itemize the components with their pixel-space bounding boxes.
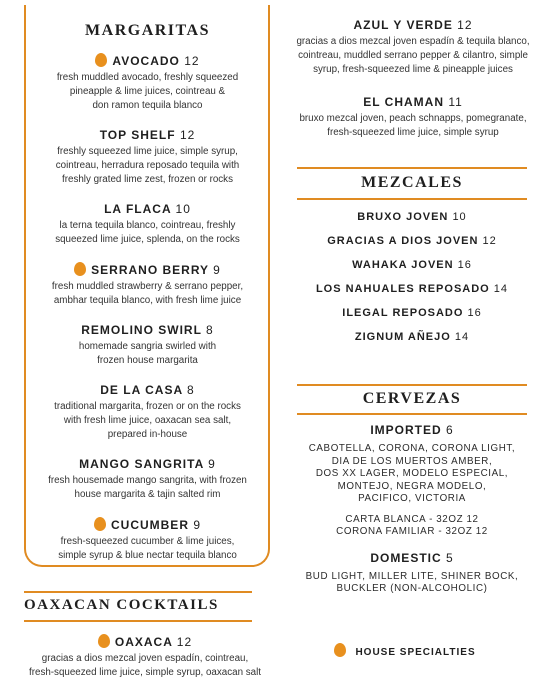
item-name: AZUL Y VERDE [353,18,453,32]
item-heading [283,95,543,109]
beer-line: MONTEJO, NEGRA MODELO, [337,480,487,492]
item-price: 12 [176,635,193,649]
item-heading [0,634,290,649]
description-line: with fresh lime juice, oaxacan sea salt, [63,415,232,426]
imported-list [297,443,527,506]
item-name: DE LA CASA [100,383,183,397]
house-special-icon [95,53,107,67]
description-line: freshly squeezed lime juice, simple syrup, [57,146,238,157]
description-line: fresh-squeezed lime juice, simple syrup, oaxacan salt [29,667,261,678]
beer-line: BUCKLER (NON-ALCOHOLIC) [336,583,488,594]
description-line: house margarita & tajin salted rim [74,489,221,500]
description-line: squeezed lime juice, splenda, on the rocks [55,234,240,245]
beer-line: DOS XX LAGER, MODELO ESPECIAL, [315,468,509,479]
item-name: REMOLINO SWIRL [81,323,202,337]
menu-item [24,202,271,247]
mezcal-price: 16 [467,307,482,319]
imported-name: IMPORTED [370,423,442,437]
item-description [24,400,271,442]
mezcal-name: BRUXO JOVEN [357,211,449,223]
item-heading [24,53,271,68]
imported-section [297,423,527,596]
menu-item [24,383,271,442]
description-line: gracias a dios mezcal joven espadín, cointreau, [41,653,249,664]
item-price: 8 [206,323,214,337]
mezcales-rule-top [297,167,527,169]
item-heading [24,323,271,337]
beer-line: BUD LIGHT, MILLER LITE, SHINER BOCK, [305,570,519,582]
cervezas-rule-bottom [297,413,527,415]
description-line: la terna tequila blanco, cointreau, freshly [59,220,236,231]
mezcal-price: 10 [452,211,467,223]
mezcales-rule-bottom [297,198,527,200]
menu-item [283,95,543,140]
mezcal-price: 16 [457,259,472,271]
mezcal-name: GRACIAS A DIOS JOVEN [327,235,479,247]
item-description [24,474,271,502]
beer-line: CABOTELLA, CORONA, CORONA LIGHT, [308,443,516,454]
mezcal-item [297,331,527,343]
description-line: freshly grated lime zest, frozen or rocks [62,174,233,185]
mezcal-item [297,283,527,295]
item-name: LA FLACA [104,202,172,216]
menu-item [24,457,271,502]
imported-price: 6 [446,423,454,437]
right-cocktails [283,18,543,140]
description-line: traditional margarita, frozen or on the rocks [54,401,241,412]
menu-item [24,53,271,113]
item-description [24,280,271,308]
legend [334,642,534,660]
item-description [283,112,543,140]
description-line: cointreau, muddled serrano pepper & cilantro, simple [298,50,528,61]
house-special-icon [74,262,86,276]
item-heading [24,128,271,142]
item-price: 12 [457,18,473,32]
item-description [24,340,271,368]
item-name: MANGO SANGRITA [79,457,204,471]
margaritas-list [24,53,271,563]
menu-item [283,18,543,77]
item-price: 9 [213,263,221,277]
description-line: homemade sangria swirled with [78,341,217,352]
mezcal-item [297,235,527,247]
domestic-heading [297,551,527,565]
mezcales-title: MEZCALES [361,174,463,191]
house-special-icon [94,517,106,531]
mezcal-name: ILEGAL REPOSADO [342,307,464,319]
mezcal-item [297,211,527,223]
oaxacan-title: OAXACAN COCKTAILS [24,597,219,613]
description-line: ambhar tequila blanco, with fresh lime juice [53,295,242,306]
item-name: TOP SHELF [99,128,176,142]
margaritas-title: MARGARITAS [85,22,210,39]
description-line: fresh-squeezed cucumber & lime juices, [60,536,235,547]
description-line: cointreau, herradura reposado tequila with [55,160,240,171]
mezcal-item [297,307,527,319]
mezcal-item [297,259,527,271]
description-line: simple syrup & blue nectar tequila blanco [58,550,237,561]
menu-item [24,517,271,563]
mezcal-name: LOS NAHUALES REPOSADO [315,283,490,295]
description-line: prepared in-house [107,429,188,440]
menu-item [0,634,290,680]
item-price: 11 [448,95,463,109]
beer-line: CORONA FAMILIAR - 32OZ 12 [336,526,488,537]
mezcal-name: WAHAKA JOVEN [352,259,454,271]
item-description [0,652,290,680]
domestic-price: 5 [446,550,454,565]
beer-line: DIA DE LOS MUERTOS AMBER, [331,455,493,467]
description-line: don ramon tequila blanco [92,100,203,111]
house-special-icon [334,643,346,657]
item-name: CUCUMBER [110,518,189,532]
item-description [24,145,271,187]
item-price: 12 [179,128,196,142]
oaxacan-rule-bottom [24,620,252,622]
item-description [24,535,271,563]
menu-item [24,128,271,187]
description-line: bruxo mezcal joven, peach schnapps, pomegranate, [299,113,527,124]
item-name: OAXACA [114,635,173,649]
description-line: fresh muddled avocado, freshly squeezed [56,72,239,83]
item-heading [24,262,271,277]
cervezas-title: CERVEZAS [362,390,462,407]
imported-heading [297,423,527,437]
item-name: AVOCADO [112,54,180,68]
item-heading [24,383,271,397]
item-heading [24,202,271,216]
item-heading [24,517,271,532]
mezcal-price: 12 [482,235,497,247]
item-description [283,35,543,77]
mezcal-name: ZIGNUM AÑEJO [354,331,451,343]
item-price: 8 [187,383,195,397]
mezcal-price: 14 [454,331,470,343]
description-line: fresh-squeezed lime juice, simple syrup [327,127,499,138]
cervezas-rule-top [297,384,527,386]
description-line: syrup, fresh-squeezed lime & pineapple juices [313,64,513,75]
oaxaca-item [0,634,290,680]
menu-item [24,262,271,308]
item-name: SERRANO BERRY [91,263,209,277]
item-description [24,71,271,113]
domestic-name: DOMESTIC [370,550,442,565]
beer-line: PACIFICO, VICTORIA [358,493,466,504]
item-name: EL CHAMAN [363,95,444,109]
item-price: 9 [208,457,216,471]
item-price: 12 [184,54,200,68]
item-description [24,219,271,247]
description-line: pineapple & lime juices, cointreau & [69,86,226,97]
description-line: fresh muddled strawberry & serrano pepper, [51,281,244,292]
description-line: gracias a dios mezcal joven espadín & tequila blanco, [296,36,530,47]
imported-extras [297,514,527,539]
menu-item [24,323,271,368]
item-heading [283,18,543,32]
beer-line: CARTA BLANCA - 32OZ 12 [345,513,479,525]
item-price: 10 [175,202,191,216]
oaxacan-rule-top [24,591,252,593]
item-heading [24,457,271,471]
mezcal-price: 14 [493,283,509,295]
description-line: fresh housemade mango sangrita, with frozen [48,475,247,486]
item-price: 9 [193,518,202,532]
house-special-icon [98,634,110,648]
legend-label: HOUSE SPECIALTIES [355,647,476,658]
domestic-list [297,571,527,596]
mezcales-list [297,211,527,343]
description-line: frozen house margarita [97,355,198,366]
